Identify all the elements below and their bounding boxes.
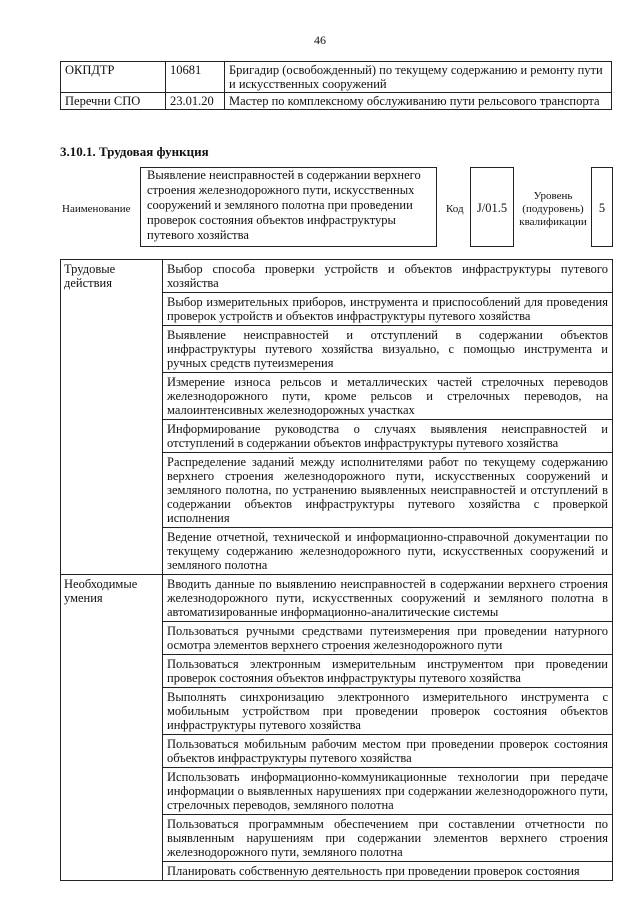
required-skill: Пользоваться мобильным рабочим местом при проведении проверок состояния объектов инфраструктуры путевого хозяйства [163, 735, 613, 768]
required-skill: Пользоваться ручными средствами путеизмерения при проведении натурного осмотра элементов верхнего строения железнодорожного пути [163, 622, 613, 655]
required-skill: Вводить данные по выявлению неисправностей в содержании верхнего строения железнодорожного пути, искусственных сооружений и земляного полотна в автоматизированные информационно-аналитические системы [163, 575, 613, 622]
required-skill: Пользоваться программным обеспечением при составлении отчетности по выявленным нарушениям при содержании элементов верхнего строения железнодорожного пути, земляного полотна [163, 815, 613, 862]
labor-action: Ведение отчетной, технической и информационно-справочной документации по текущему содержанию железнодорожного пути, искусственных сооружений и земляного полотна [163, 528, 613, 575]
required-skill: Планировать собственную деятельность при проведении проверок состояния [163, 862, 613, 881]
ref-number: 23.01.20 [166, 93, 225, 110]
labor-action: Выбор способа проверки устройств и объектов инфраструктуры путевого хозяйства [163, 260, 613, 293]
code-label: Код [446, 203, 464, 215]
qualification-level: 5 [598, 201, 606, 215]
function-table [60, 259, 613, 881]
section-heading: 3.10.1. Трудовая функция [60, 144, 209, 159]
labor-action: Выявление неисправностей и отступлений в содержании объектов инфраструктуры путевого хозяйства визуально, с помощью инструмента и ручных средств путеизмерения [163, 326, 613, 373]
function-name: Выявление неисправностей в содержании верхнего строения железнодорожного пути, искусственных сооружений и земляного полотна при проведении проверок состояния объектов инфраструктуры путевого хозяйства [147, 168, 421, 242]
ref-name: Бригадир (освобожденный) по текущему содержанию и ремонту пути и искусственных сооружений [225, 62, 612, 93]
labor-action: Информирование руководства о случаях выявления неисправностей и отступлений в содержании объектов инфраструктуры путевого хозяйства [163, 420, 613, 453]
labor-action: Выбор измерительных приборов, инструмента и приспособлений для проведения проверок устройств и объектов инфраструктуры путевого хозяйства [163, 293, 613, 326]
name-label: Наименование [62, 203, 131, 215]
table-row [61, 62, 612, 93]
table-row [61, 93, 612, 110]
ref-number: 10681 [166, 62, 225, 93]
required-skill: Выполнять синхронизацию электронного измерительного инструмента с мобильным устройством при проведении проверок состояния объектов инфраструктуры путевого хозяйства [163, 688, 613, 735]
required-skill: Использовать информационно-коммуникационные технологии при передаче информации о выявленных нарушениях при содержании железнодорожного пути, стрелочных переводов, земляного полотна [163, 768, 613, 815]
required-skills-label: Необходимые умения [61, 575, 163, 881]
labor-action: Распределение заданий между исполнителями работ по текущему содержанию верхнего строения железнодорожного пути, искусственных сооружений и земляного полотна, по устранению выявленных неисправностей и отступлений в содержании объектов инфраструктуры путевого хозяйства с проверкой исполнения [163, 453, 613, 528]
reference-table [60, 61, 612, 110]
table-row [61, 575, 613, 622]
required-skill: Пользоваться электронным измерительным инструментом при проведении проверок состояния объектов инфраструктуры путевого хозяйства [163, 655, 613, 688]
ref-name: Мастер по комплексному обслуживанию пути рельсового транспорта [225, 93, 612, 110]
table-row [61, 260, 613, 293]
page-number: 46 [314, 33, 326, 47]
labor-actions-label: Трудовые действия [61, 260, 163, 575]
ref-code: ОКПДТР [61, 62, 166, 93]
ref-code: Перечни СПО [61, 93, 166, 110]
level-label: Уровень (подуровень) квалификации [519, 190, 587, 228]
labor-action: Измерение износа рельсов и металлических частей стрелочных переводов железнодорожного пути, кроме рельсов и стрелочных переводов, на малоинтенсивных железнодорожных участках [163, 373, 613, 420]
function-code: J/01.5 [476, 201, 508, 215]
